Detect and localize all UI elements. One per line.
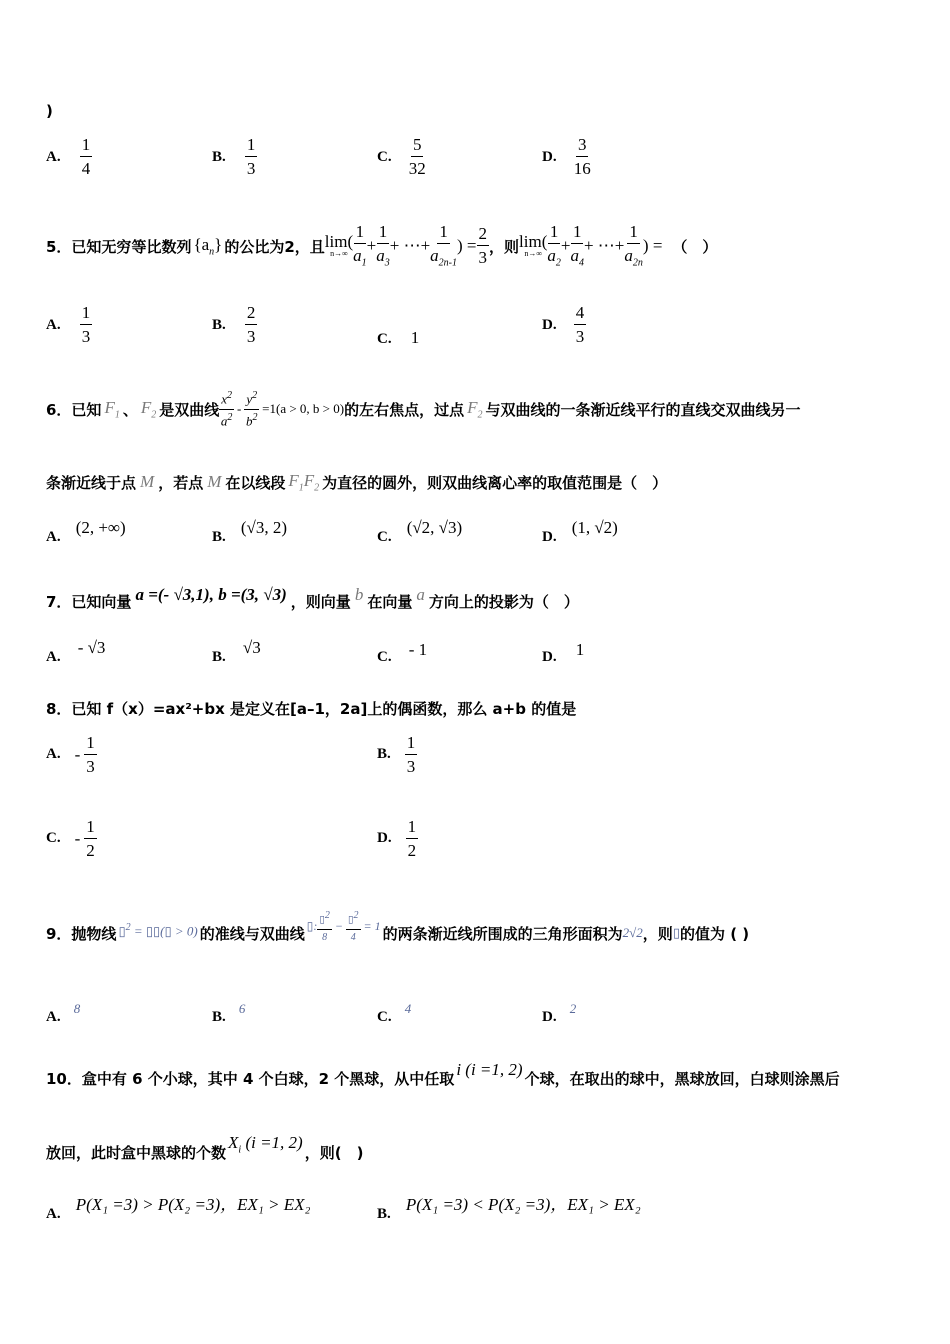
q10-stem-line1: 10．盒中有 6 个小球，其中 4 个白球，2 个黑球，从中任取 i (i =1, 2) 个球，在取出的球中，黑球放回，白球则涂黑后 bbox=[46, 1060, 840, 1088]
q6-stem-line2: 条渐近线于点 M ，若点 M 在以线段 $F_1F_2$ 为直径的圆外，则双曲线离心率的取值范围是（ ） bbox=[46, 470, 668, 494]
q9-option-c[interactable]: C. $^4$ bbox=[377, 1001, 412, 1025]
q6-option-d[interactable]: D. (1, √2) bbox=[542, 518, 618, 545]
q5-option-d[interactable]: D. $\frac{4}{3}$ bbox=[542, 303, 585, 346]
hyperbola-equation: ▯: $\frac{▯2}{8}$ − $\frac{▯2}{4}$ = 1 bbox=[306, 910, 381, 943]
q7-stem: 7．已知向量 a =(- √3,1), b =(3, √3) ，则向量 b 在向量 a 方向上的投影为（ ） bbox=[46, 585, 579, 611]
q8-option-b[interactable]: B. $\frac{1}{3}$ bbox=[377, 733, 416, 776]
q8-stem: 8．已知 f（x）=ax²+bx 是定义在[a–1，2a]上的偶函数，那么 a+b 的值是 bbox=[46, 700, 577, 718]
q10-option-a[interactable]: A. P(X₁ =3) > P(X₂ =3)，EX₁ > EX₂ bbox=[46, 1195, 311, 1222]
q6-option-b[interactable]: B. (√3, 2) bbox=[212, 518, 288, 545]
fraction: $\frac{3}{16}$ bbox=[573, 135, 591, 178]
q7-option-d[interactable]: D. 1 bbox=[542, 640, 585, 665]
q9-option-b[interactable]: B. $^6$ bbox=[212, 1001, 246, 1025]
q7-option-c[interactable]: C. - 1 bbox=[377, 640, 428, 665]
q6-option-c[interactable]: C. (√2, √3) bbox=[377, 518, 463, 545]
q6-option-a[interactable]: A. (2, +∞) bbox=[46, 518, 126, 545]
q5-option-c[interactable]: C. 1 bbox=[377, 328, 420, 347]
q7-option-b[interactable]: B. √3 bbox=[212, 638, 261, 665]
draw-count: i (i =1, 2) bbox=[456, 1060, 523, 1079]
q10-option-b[interactable]: B. P(X₁ =3) < P(X₂ =3)，EX₁ > EX₂ bbox=[377, 1195, 641, 1222]
q6-stem-line1: 6．已知 $F_1$ 、 $F_2$ 是双曲线 $\frac{x^2}{a^2}$ - $\frac{y^2}{b^2}$ =1(a > 0, b > 0) 的左右焦点，过点 $F_2$ 与双曲线的一条渐近线平行的直线交双曲线另一 bbox=[46, 390, 801, 428]
option-label: D. bbox=[542, 149, 557, 165]
q10-stem-line2: 放回，此时盒中黑球的个数 $X_i$ (i =1, 2) ，则( ) bbox=[46, 1132, 364, 1162]
q4-option-a[interactable] bbox=[46, 136, 92, 177]
area-value: 2√2 bbox=[622, 925, 643, 940]
limit-expression-2: lim( n→∞ $\frac{1}{a_2}$ + $\frac{1}{a_4}$ + ⋯+ $\frac{1}{a_{2n}}$ ) = bbox=[519, 222, 663, 269]
q9-stem: 9．抛物线 ▯$^2$ = ▯▯(▯ > 0) 的准线与双曲线 ▯: $\frac{▯2}{8}$ − $\frac{▯2}{4}$ = 1 的两条渐近线所围成的三角形面积为 2√2 ，则 ▯ 的值为 ( ) bbox=[46, 910, 750, 943]
q5-option-b[interactable]: B. $\frac{2}{3}$ bbox=[212, 303, 256, 346]
q4-option-c[interactable] bbox=[377, 136, 426, 177]
q5-option-a[interactable]: A. $\frac{1}{3}$ bbox=[46, 303, 91, 346]
fraction: $\frac{5}{32}$ bbox=[408, 135, 426, 178]
random-variable: $X_i$ (i =1, 2) bbox=[228, 1132, 303, 1156]
fraction: $\frac{1}{3}$ bbox=[246, 135, 256, 178]
parameter-symbol: ▯ bbox=[672, 925, 680, 940]
q4-option-b[interactable] bbox=[212, 136, 257, 177]
parabola-equation: ▯$^2$ = ▯▯(▯ > 0) bbox=[118, 922, 198, 939]
option-label: A. bbox=[46, 149, 61, 165]
hyperbola-equation: $\frac{x^2}{a^2}$ - $\frac{y^2}{b^2}$ =1(a > 0, b > 0) bbox=[220, 390, 345, 428]
q9-option-a[interactable]: A. $^8$ bbox=[46, 1001, 81, 1025]
q8-option-a[interactable]: A. - $\frac{1}{3}$ bbox=[46, 733, 95, 776]
option-label: C. bbox=[377, 149, 392, 165]
q4-option-d[interactable] bbox=[542, 136, 591, 177]
q8-option-d[interactable]: D. $\frac{1}{2}$ bbox=[377, 817, 417, 860]
q5-stem: 5．已知无穷等比数列 $\{a_n\}$ 的公比为2，且 lim( n→∞ $\frac{1}{a_1}$ + $\frac{1}{a_3}$ + ⋯+ $\frac{1}{a_{2n-1}}$ ) = $\frac{2}{3}$ ，则 lim( n→∞ $\frac{1}{a_2}$ + $\frac{1}{a_4}$ + ⋯+ $\frac{1}{a_{2n}}$ ) = （ ） bbox=[46, 222, 718, 269]
q8-option-c[interactable]: C. - $\frac{1}{2}$ bbox=[46, 817, 95, 860]
fraction: $\frac{1}{4}$ bbox=[81, 135, 91, 178]
limit-expression-1: lim( n→∞ $\frac{1}{a_1}$ + $\frac{1}{a_3}$ + ⋯+ $\frac{1}{a_{2n-1}}$ ) = $\frac{2}{3}$ bbox=[324, 222, 488, 269]
sequence-symbol: $\{a_n\}$ bbox=[193, 234, 223, 258]
continuation-paren: ) bbox=[46, 102, 53, 120]
option-label: B. bbox=[212, 149, 226, 165]
q7-option-a[interactable]: A. - √3 bbox=[46, 638, 106, 665]
q9-option-d[interactable]: D. $^2$ bbox=[542, 1001, 577, 1025]
